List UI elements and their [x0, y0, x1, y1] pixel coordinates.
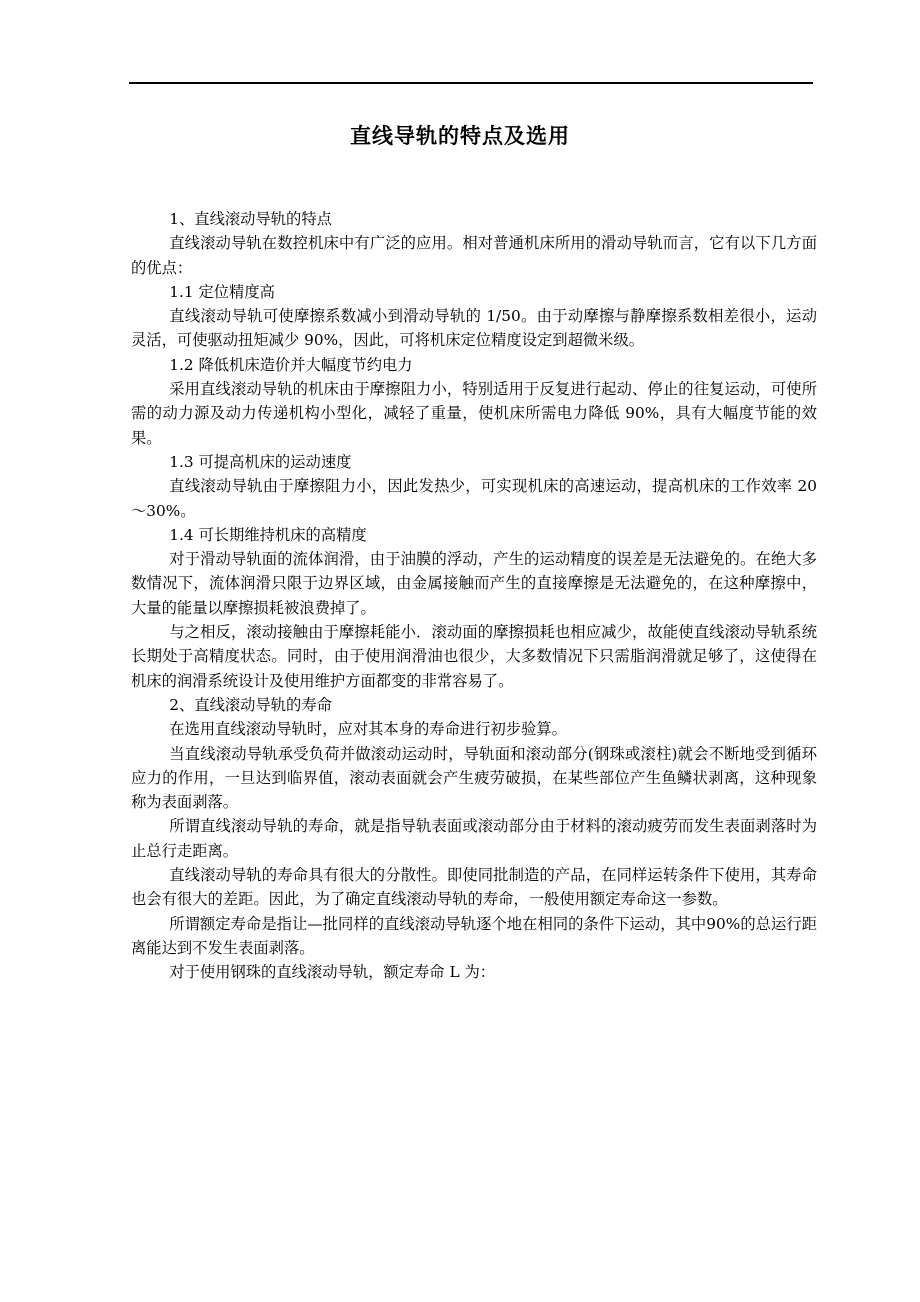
paragraph: 直线滚动导轨在数控机床中有广泛的应用。相对普通机床所用的滑动导轨而言，它有以下几方面的优点：: [131, 234, 817, 277]
paragraph: 采用直线滚动导轨的机床由于摩擦阻力小，特别适用于反复进行起动、停止的往复运动，可使所需的动力源及动力传递机构小型化，减轻了重量，使机床所需电力降低 90%，具有大幅度节能的效果。: [131, 380, 817, 447]
paragraph: 对于滑动导轨面的流体润滑，由于油膜的浮动，产生的运动精度的误差是无法避免的。在绝大多数情况下，流体润滑只限于边界区域，由金属接触而产生的直接摩擦是无法避免的，在这种摩擦中，大量的能量以摩擦损耗被浪费掉了。: [131, 550, 817, 617]
paragraph: 所谓直线滚动导轨的寿命，就是指导轨表面或滚动部分由于材料的滚动疲劳而发生表面剥落时为止总行走距离。: [131, 817, 817, 860]
paragraph: 与之相反，滚动接触由于摩擦耗能小．滚动面的摩擦损耗也相应减少，故能使直线滚动导轨系统长期处于高精度状态。同时，由于使用润滑油也很少，大多数情况下只需脂润滑就足够了，这使得在机床的润滑系统设计及使用维护方面都变的非常容易了。: [131, 623, 817, 690]
paragraph: 在选用直线滚动导轨时，应对其本身的寿命进行初步验算。: [169, 720, 567, 739]
document-title: 直线导轨的特点及选用: [350, 123, 570, 148]
paragraph: 直线滚动导轨可使摩擦系数减小到滑动导轨的 1/50。由于动摩擦与静摩擦系数相差很小，运动灵活，可使驱动扭矩减少 90%，因此，可将机床定位精度设定到超微米级。: [131, 307, 817, 350]
paragraph: 当直线滚动导轨承受负荷并做滚动运动时，导轨面和滚动部分(钢珠或滚柱)就会不断地受到循环应力的作用，一旦达到临界值，滚动表面就会产生疲劳破损，在某些部位产生鱼鳞状剥离，这种现象称为表面剥落。: [131, 744, 817, 812]
paragraph: 对于使用钢珠的直线滚动导轨，额定寿命 L 为：: [169, 963, 496, 982]
paragraph: 所谓额定寿命是指让—批同样的直线滚动导轨逐个地在相同的条件下运动，其中90%的总运行距离能达到不发生表面剥落。: [131, 914, 817, 957]
subsection-heading: 1.1 定位精度高: [169, 282, 275, 301]
section-heading: 2、直线滚动导轨的寿命: [169, 695, 332, 714]
subsection-heading: 1.4 可长期维持机床的高精度: [169, 525, 367, 544]
subsection-heading: 1.3 可提高机床的运动速度: [169, 452, 352, 471]
subsection-heading: 1.2 降低机床造价并大幅度节约电力: [169, 355, 413, 374]
paragraph: 直线滚动导轨由于摩擦阻力小，因此发热少，可实现机床的高速运动，提高机床的工作效率 20～30%。: [131, 477, 817, 520]
header-rule: [129, 82, 813, 84]
document-body: [131, 207, 817, 985]
paragraph: 直线滚动导轨的寿命具有很大的分散性。即使同批制造的产品，在同样运转条件下使用，其寿命也会有很大的差距。因此，为了确定直线滚动导轨的寿命，一般使用额定寿命这一参数。: [131, 866, 817, 909]
section-heading: 1、直线滚动导轨的特点: [169, 210, 332, 228]
